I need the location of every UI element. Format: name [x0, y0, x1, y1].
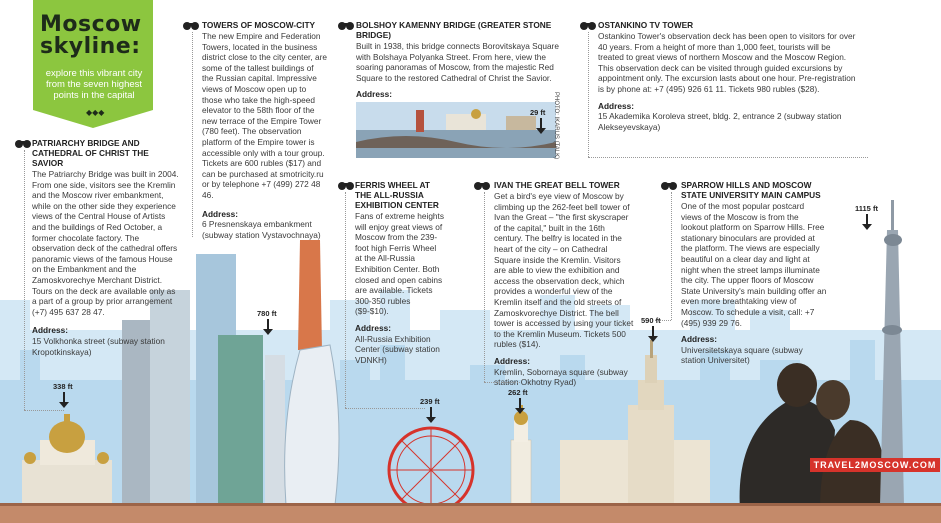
ferris-leader-line: [345, 192, 346, 408]
ivan-body: Get a bird's eye view of Moscow by climbing up the 262-feet bell tower of Ivan the Great – "the first skyscraper of the capital," built in the 16th century. The belfry is located in the heart of the city – on Cathedral Square inside the Kremlin. Visitors are able to view the exhibition and access the observation deck, which provides a wonderful view of the Kremlin itself and the old streets of Zamoskvorechye District. The bell tower is accessed by using your ticket to the Kremlin Museum. Tickets 500 rubles ($14).: [494, 191, 634, 350]
ferris-leader-line-h: [345, 408, 425, 409]
ferris-height: 239 ft: [420, 397, 440, 406]
website-label[interactable]: TRAVEL2MOSCOW.COM: [810, 458, 940, 472]
moscow-city-address-label: Address:: [202, 208, 238, 219]
down-arrow-icon: [536, 118, 546, 139]
ferris-address-label: Address:: [355, 322, 391, 333]
down-arrow-icon: [515, 398, 525, 419]
ivan-title: IVAN THE GREAT BELL TOWER: [494, 180, 620, 190]
sparrow-title: SPARROW HILLS AND MOSCOW STATE UNIVERSITY MAIN CAMPUS: [681, 180, 821, 200]
down-arrow-icon: [648, 326, 658, 347]
ferris-title: FERRIS WHEEL AT THE ALL-RUSSIA EXHIBITION CENTER: [355, 180, 439, 210]
badge-diamond-icon: ◆◆◆: [86, 108, 105, 117]
ivan-height: 262 ft: [508, 388, 528, 397]
ostankino-section: [598, 20, 856, 132]
sparrow-section: [681, 180, 827, 366]
down-arrow-icon: [263, 319, 273, 340]
ostankino-body: Ostankino Tower's observation deck has been open to visitors for over 40 years. From a height of more than 1,000 feet, tourists will be treated to great views of northern Moscow and the Moscow Region. This observation deck can be visited through guided excursions by appointment only. The excursion lasts about one hour. Pre-registration is by phone at: +7 (495) 926 61 11. Tickets 980 rubles ($28).: [598, 31, 856, 94]
patriarchy-leader-line-h: [24, 410, 64, 411]
patriarchy-address: 15 Volkhonka street (subway station Kropotkinskaya): [32, 335, 165, 357]
ostankino-address: 15 Akademika Koroleva street, bldg. 2, entrance 2 (subway station Alekseyevskaya): [598, 111, 842, 132]
bolshoy-address-label: Address:: [356, 89, 392, 100]
down-arrow-icon: [862, 214, 872, 235]
down-arrow-icon: [59, 392, 69, 413]
binoculars-icon: [661, 180, 677, 190]
sparrow-body: One of the most popular postcard views of the Moscow is from the lookout platform on Sparrow Hills. Free stationary binoculars are provided at the platform. The views are especially beautiful on a clear day and light at night when the street lamps illuminate the city. The upper floors of Moscow State University's main building offer an even more breathtaking view of Moscow. To schedule a visit, call: +7 (495) 939 29 76.: [681, 201, 827, 328]
photo-credit: PHOTO: IKARUS (TALK): [553, 92, 559, 160]
bolshoy-title: BOLSHOY KAMENNY BRIDGE (GREATER STONE BRIDGE): [356, 20, 552, 40]
ivan-leader-line-h: [484, 382, 520, 383]
ivan-address: Kremlin, Sobornaya square (subway station Okhotny Ryad): [494, 366, 628, 388]
ivan-section: [494, 180, 634, 388]
patriarchy-height: 338 ft: [53, 382, 73, 391]
patriarchy-address-label: Address:: [32, 325, 68, 336]
binoculars-icon: [338, 20, 354, 30]
ostankino-address-label: Address:: [598, 100, 634, 111]
patriarchy-title: PATRIARCHY BRIDGE AND CATHEDRAL OF CHRIST THE SAVIOR: [32, 138, 149, 168]
patriarchy-body: The Patriarchy Bridge was built in 2004. From one side, visitors see the Kremlin and the Moscow river embankment, while on the other side they experience views of the Central House of Artists and the buildings of Red October, a former chocolate factory. The observation deck of the cathedral offers panoramic views of the famous House on the Embankment and the Zamoskvorechye Merchant District. Tours on the deck are available only as a part of a group by prior arrangement (+7) 495 637 28 47.: [32, 169, 179, 317]
binoculars-icon: [338, 180, 354, 190]
bolshoy-height: 29 ft: [530, 108, 546, 117]
ostankino-height: 1115 ft: [855, 204, 878, 213]
sparrow-address: Universitetskaya square (subway station Universitet): [681, 344, 803, 366]
moscow-city-section: [202, 20, 327, 240]
bell-tower-illustration: [511, 405, 531, 505]
ostankino-title: OSTANKINO TV TOWER: [598, 20, 694, 30]
moscow-city-body: The new Empire and Federation Towers, located in the business district close to the city center, are some of the tallest buildings of the Russian capital. Impressive views of Moscow open up to those who take the high-speed elevator to the 58th floor of the new terrace of the Empire Tower (780 feet). The observation platform of the Empire tower is accessible only with a tour group. Tickets are 600 rubles ($17) and can be purchased at smotricity.ru or by telephone +7 (499) 272 48 46.: [202, 31, 327, 200]
ostankino-leader-line: [588, 32, 589, 157]
header-subtitle: explore this vibrant city from the seven highest points in the capital: [45, 68, 143, 101]
patriarchy-leader-line: [24, 150, 25, 410]
down-arrow-icon: [426, 407, 436, 428]
moscow-city-title: TOWERS OF MOSCOW-CITY: [202, 20, 316, 30]
ferris-body: Fans of extreme heights will enjoy great views of Moscow from the 239-foot high Ferris Wheel at the All-Russia Exhibition Center. Both closed and open cabins are available. Tickets 300-350 rubles ($9-$10).: [355, 211, 445, 317]
binoculars-icon: [474, 180, 490, 190]
moscow-city-address: 6 Presnenskaya embankment (subway station Vystavochnaya): [202, 219, 321, 240]
binoculars-icon: [580, 20, 596, 30]
ostankino-leader-line-h: [588, 157, 868, 158]
moscow-city-leader-line: [192, 32, 193, 237]
ferris-address: All-Russia Exhibition Center (subway station VDNKH): [355, 333, 440, 365]
binoculars-icon: [183, 20, 199, 30]
ivan-address-label: Address:: [494, 355, 530, 366]
moscow-city-height: 780 ft: [257, 309, 277, 318]
sparrow-leader-line: [671, 192, 672, 320]
sparrow-height: 590 ft: [641, 316, 661, 325]
ferris-section: [355, 180, 445, 365]
ivan-leader-line: [484, 192, 485, 382]
patriarchy-section: [32, 138, 180, 357]
ferris-wheel-illustration: [389, 428, 473, 512]
railing-illustration: [0, 503, 941, 523]
kremlin-bridge-photo: [356, 102, 556, 158]
sparrow-address-label: Address:: [681, 334, 717, 345]
bolshoy-body: Built in 1938, this bridge connects Borovitskaya Square with Bolshaya Polyanka Street. From here, view the soaring panoramas of Moscow, from the majestic Red Square to the restored Cathedral of Christ the Savior.: [356, 41, 559, 83]
binoculars-icon: [15, 138, 31, 148]
header-title: Moscow skyline:: [40, 12, 142, 59]
